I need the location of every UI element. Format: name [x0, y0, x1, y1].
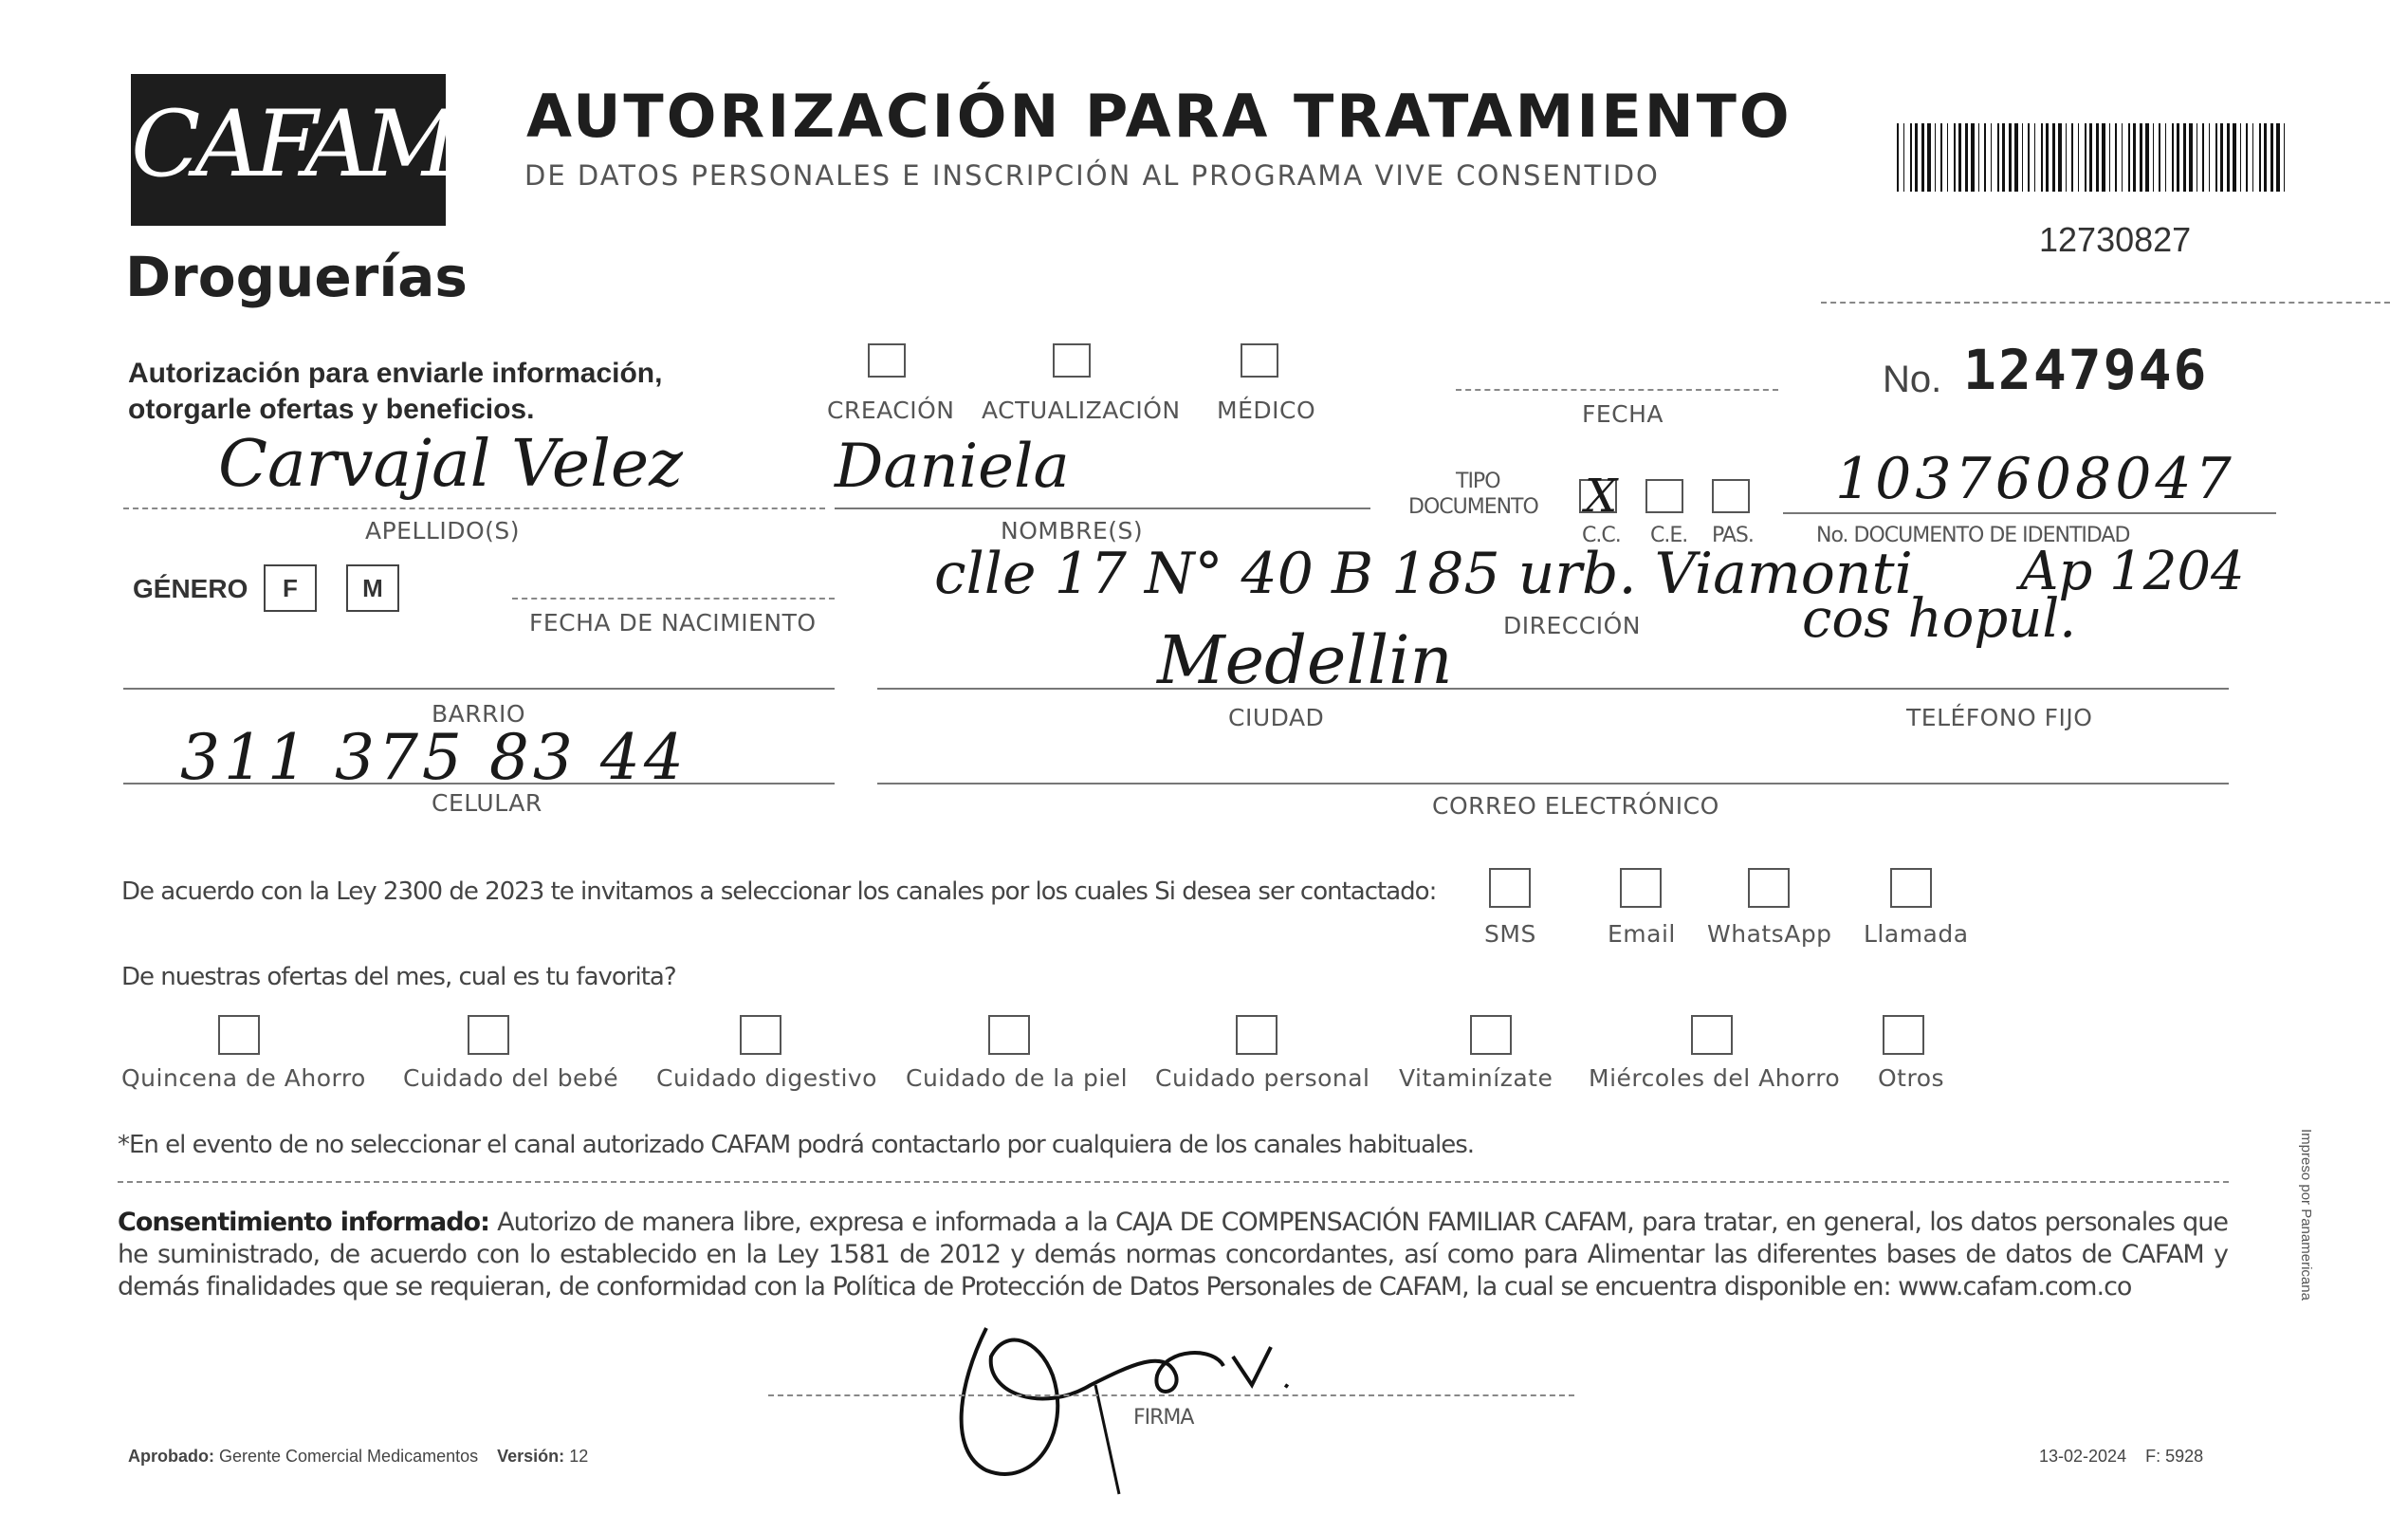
- genero-label: GÉNERO: [133, 574, 248, 603]
- consent-text: Autorizo de manera libre, expresa e informada a la CAJA DE COMPENSACIÓN FAMILIAR CAFAM, para tratar, en general, los datos personales que he suministrado, de acuerdo con lo establecido en la Ley 1581 de 2012 y demás normas concordantes, así como para Alimentar las diferentes bases de datos de CAFAM y demás finalidades que se requieran, de conformidad con la Política de Protección de Datos Personales de CAFAM, la cual se encuentra disponible en: www.cafam.com.co: [118, 1208, 2228, 1301]
- sms-label: SMS: [1484, 920, 1536, 948]
- quincena-ahorro-checkbox[interactable]: [218, 1015, 260, 1055]
- barcode-bar: [2165, 123, 2166, 192]
- cafam-logo: [131, 74, 452, 226]
- genero-m-checkbox[interactable]: [346, 564, 399, 612]
- sms-checkbox[interactable]: [1489, 868, 1531, 908]
- barcode-bar: [2220, 123, 2223, 192]
- version-value: 12: [569, 1447, 589, 1466]
- barcode-bar: [2022, 123, 2023, 192]
- medico-checkbox[interactable]: [1241, 343, 1278, 378]
- cc-check-mark: X: [1585, 470, 1618, 523]
- celular-value: 311 375 83 44: [180, 721, 688, 794]
- barcode-bar: [2227, 123, 2230, 192]
- barcode-bar: [2115, 123, 2117, 192]
- logo-text: CAFAM: [131, 91, 452, 197]
- barcode-bar: [2240, 123, 2241, 192]
- barcode-bar: [2172, 123, 2174, 192]
- whatsapp-checkbox[interactable]: [1748, 868, 1790, 908]
- actualizacion-checkbox[interactable]: [1053, 343, 1091, 378]
- barcode-bar: [2052, 123, 2055, 192]
- barcode-bar: [1984, 123, 1986, 192]
- telefono-fijo-field[interactable]: [1736, 688, 2229, 690]
- quincena-ahorro-label: Quincena de Ahorro: [121, 1064, 366, 1092]
- aprobado-value: Gerente Comercial Medicamentos: [219, 1447, 479, 1466]
- barcode-bar: [1991, 123, 1992, 192]
- vitaminizate-checkbox[interactable]: [1470, 1015, 1512, 1055]
- ce-checkbox[interactable]: [1645, 479, 1683, 513]
- barcode-bar: [2259, 123, 2261, 192]
- barcode-bar: [2066, 123, 2067, 192]
- nombres-value: Daniela: [835, 432, 1070, 502]
- miercoles-ahorro-label: Miércoles del Ahorro: [1589, 1064, 1841, 1092]
- whatsapp-label: WhatsApp: [1707, 920, 1832, 948]
- vitaminizate-label: Vitaminízate: [1399, 1064, 1553, 1092]
- direccion-value: clle 17 N° 40 B 185 urb. Viamonti: [934, 541, 1913, 607]
- cc-checkbox[interactable]: [1579, 470, 1618, 523]
- authorization-line-1: Autorización para enviarle información,: [128, 358, 663, 389]
- barcode-bar: [2046, 123, 2049, 192]
- barcode-bar: [2276, 123, 2280, 192]
- footer-date: 13-02-2024: [2039, 1447, 2127, 1466]
- barcode-bar: [1935, 123, 1936, 192]
- footer-form-code: F: 5928: [2145, 1447, 2204, 1466]
- form-number-label: No.: [1883, 359, 1942, 400]
- barcode-bar: [2183, 123, 2186, 192]
- consent-heading: Consentimiento informado:: [118, 1208, 489, 1237]
- barcode-bar: [1958, 123, 1961, 192]
- barcode-bar: [1903, 123, 1904, 192]
- barcode-bar: [2071, 123, 2073, 192]
- celular-label: CELULAR: [432, 789, 542, 817]
- barcode-bar: [2096, 123, 2099, 192]
- barcode-bar: [2159, 123, 2160, 192]
- celular-field[interactable]: [123, 783, 835, 784]
- barcode-bar: [2089, 123, 2092, 192]
- barcode-bar: [2078, 123, 2079, 192]
- correo-field[interactable]: [877, 783, 2229, 784]
- barcode: [1897, 123, 2286, 192]
- barcode-bar: [2145, 123, 2149, 192]
- authorization-text: [128, 356, 773, 428]
- aprobado-label: Aprobado:: [128, 1447, 214, 1466]
- cuidado-digestivo-label: Cuidado digestivo: [656, 1064, 877, 1092]
- miercoles-ahorro-checkbox[interactable]: [1691, 1015, 1733, 1055]
- documento-field[interactable]: [1783, 512, 2276, 514]
- email-checkbox[interactable]: [1620, 868, 1662, 908]
- cuidado-piel-checkbox[interactable]: [988, 1015, 1030, 1055]
- actualizacion-label: ACTUALIZACIÓN: [982, 397, 1181, 424]
- barcode-bar: [2270, 123, 2273, 192]
- ciudad-field[interactable]: [877, 688, 1740, 690]
- barcode-bar: [2014, 123, 2018, 192]
- barcode-bar: [1897, 123, 1899, 192]
- barcode-bar: [2153, 123, 2154, 192]
- barcode-bar: [1927, 123, 1931, 192]
- creacion-checkbox[interactable]: [868, 343, 906, 378]
- barcode-bar: [2233, 123, 2236, 192]
- llamada-checkbox[interactable]: [1890, 868, 1932, 908]
- form-subtitle: DE DATOS PERSONALES E INSCRIPCIÓN AL PROGRAMA VIVE CONSENTIDO: [524, 159, 1660, 192]
- authorization-line-2: otorgarle ofertas y beneficios.: [128, 394, 535, 425]
- barcode-bar: [1947, 123, 1948, 192]
- barcode-bar: [1978, 123, 1979, 192]
- otros-checkbox[interactable]: [1883, 1015, 1924, 1055]
- fecha-nacimiento-label: FECHA DE NACIMIENTO: [529, 609, 817, 637]
- barcode-bar: [1997, 123, 1999, 192]
- barcode-bar: [2189, 123, 2193, 192]
- barcode-bar: [2209, 123, 2210, 192]
- fecha-nacimiento-field[interactable]: [512, 598, 835, 600]
- cc-label: C.C.: [1582, 524, 1621, 547]
- cuidado-personal-label: Cuidado personal: [1155, 1064, 1370, 1092]
- barcode-bar: [2034, 123, 2035, 192]
- version-label: Versión:: [497, 1447, 565, 1466]
- barcode-bar: [2122, 123, 2123, 192]
- barcode-bar: [1921, 123, 1924, 192]
- barcode-bar: [2140, 123, 2142, 192]
- tipo-documento-label-1: TIPO: [1456, 470, 1500, 493]
- barcode-bar: [2009, 123, 2012, 192]
- barcode-bar: [2133, 123, 2136, 192]
- header-divider: [1821, 302, 2390, 304]
- barcode-bar: [2085, 123, 2086, 192]
- ciudad-value: Medellin: [1157, 621, 1453, 699]
- barcode-bar: [2202, 123, 2204, 192]
- apellidos-value: Carvajal Velez: [218, 427, 683, 502]
- barcode-bar: [2058, 123, 2062, 192]
- llamada-label: Llamada: [1864, 920, 1969, 948]
- genero-m-text: M: [362, 574, 383, 602]
- barcode-number: 12730827: [2039, 220, 2192, 259]
- note-text: *En el evento de no seleccionar el canal autorizado CAFAM podrá contactarlo por cualquiera de los canales habituales.: [118, 1131, 1475, 1159]
- offers-prompt: De nuestras ofertas del mes, cual es tu favorita?: [121, 963, 676, 991]
- form-number: 1247946: [1963, 338, 2209, 402]
- note-divider: [118, 1181, 2229, 1183]
- tipo-documento-label-2: DOCUMENTO: [1408, 495, 1538, 519]
- barcode-bar: [1915, 123, 1918, 192]
- direccion-extra: cos hopul.: [1802, 588, 2077, 650]
- cuidado-digestivo-checkbox[interactable]: [740, 1015, 781, 1055]
- barrio-label: BARRIO: [432, 700, 526, 728]
- footer-approval: [128, 1447, 588, 1467]
- barrio-field[interactable]: [123, 688, 835, 690]
- nombres-field[interactable]: [835, 508, 1370, 509]
- direccion-label: DIRECCIÓN: [1503, 612, 1641, 639]
- nombres-label: NOMBRE(S): [1001, 517, 1144, 545]
- form-title: AUTORIZACIÓN PARA TRATAMIENTO: [526, 82, 1792, 151]
- fecha-label: FECHA: [1582, 400, 1664, 428]
- barcode-bar: [1954, 123, 1956, 192]
- barcode-bar: [2041, 123, 2043, 192]
- telefono-fijo-label: TELÉFONO FIJO: [1906, 704, 2093, 731]
- apellidos-field[interactable]: [123, 508, 825, 509]
- pas-label: PAS.: [1712, 524, 1754, 547]
- email-label: Email: [1608, 920, 1676, 948]
- genero-f-checkbox[interactable]: [264, 564, 317, 612]
- barcode-bar: [1910, 123, 1912, 192]
- brand-subtitle: Droguerías: [125, 245, 468, 309]
- barcode-bar: [1965, 123, 1968, 192]
- barcode-bar: [1940, 123, 1942, 192]
- medico-label: MÉDICO: [1217, 397, 1316, 424]
- barcode-bar: [2284, 123, 2285, 192]
- pas-checkbox[interactable]: [1712, 479, 1750, 513]
- barcode-bar: [2246, 123, 2248, 192]
- cuidado-personal-checkbox[interactable]: [1236, 1015, 1278, 1055]
- footer-code: [2039, 1447, 2203, 1467]
- barcode-bar: [2002, 123, 2005, 192]
- direccion-apto: Ap 1204: [2020, 541, 2245, 602]
- firma-line[interactable]: [768, 1394, 1574, 1396]
- cuidado-bebe-checkbox[interactable]: [468, 1015, 509, 1055]
- barcode-bar: [2128, 123, 2130, 192]
- creacion-label: CREACIÓN: [827, 397, 955, 424]
- barcode-bar: [2264, 123, 2267, 192]
- otros-label: Otros: [1878, 1064, 1945, 1092]
- printer-side-note: Impreso por Panamericana: [2298, 1129, 2314, 1301]
- cuidado-bebe-label: Cuidado del bebé: [403, 1064, 619, 1092]
- correo-label: CORREO ELECTRÓNICO: [1432, 792, 1719, 820]
- barcode-bar: [2109, 123, 2110, 192]
- cuidado-piel-label: Cuidado de la piel: [906, 1064, 1129, 1092]
- fecha-field[interactable]: [1456, 389, 1778, 391]
- documento-value: 1037608047: [1835, 446, 2235, 512]
- documento-label: No. DOCUMENTO DE IDENTIDAD: [1816, 524, 2130, 547]
- genero-f-text: F: [283, 574, 298, 602]
- ce-label: C.E.: [1650, 524, 1688, 547]
- barcode-bar: [2028, 123, 2030, 192]
- barcode-bar: [2102, 123, 2105, 192]
- apellidos-label: APELLIDO(S): [365, 517, 521, 545]
- ciudad-label: CIUDAD: [1228, 704, 1325, 731]
- signature: [929, 1271, 1337, 1499]
- barcode-bar: [2177, 123, 2179, 192]
- firma-label: FIRMA: [1133, 1406, 1194, 1430]
- barcode-bar: [2252, 123, 2253, 192]
- barcode-bar: [2215, 123, 2217, 192]
- channels-prompt: De acuerdo con la Ley 2300 de 2023 te invitamos a seleccionar los canales por los cuales Si desea ser contactado:: [121, 877, 1437, 906]
- barcode-bar: [1971, 123, 1975, 192]
